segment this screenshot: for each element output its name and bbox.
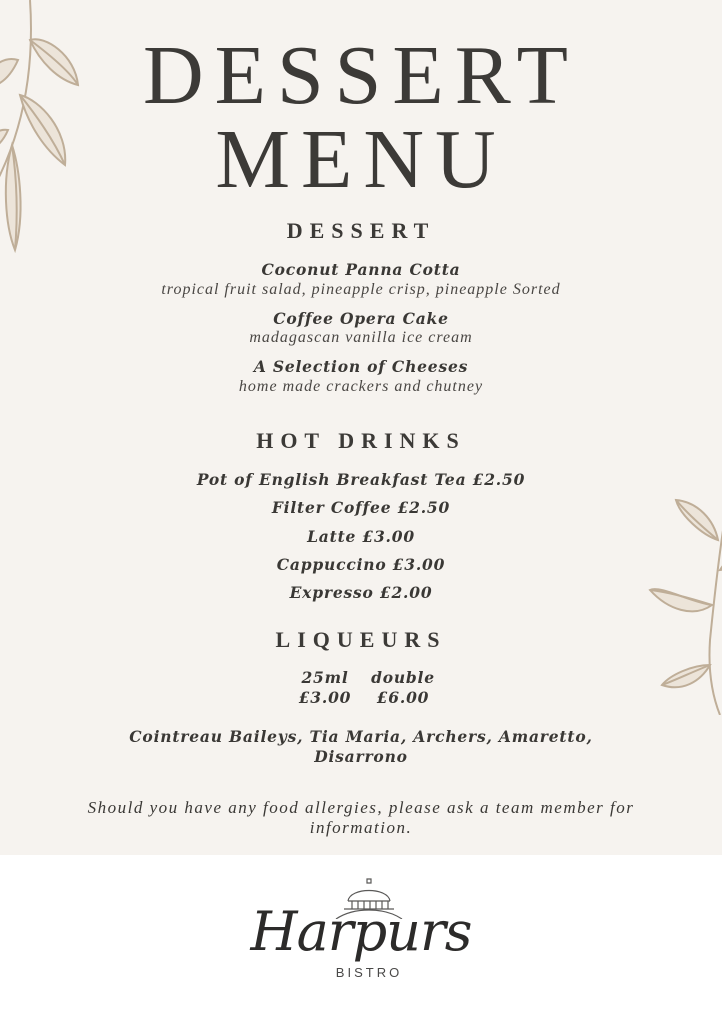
logo-script-text: Harpurs: [250, 900, 472, 963]
logo-subtitle: BISTRO: [335, 965, 403, 980]
liqueur-single-price: £3.00: [298, 688, 352, 707]
dessert-item-name: Coconut Panna Cotta: [261, 260, 461, 279]
hot-drink-item: Filter Coffee £2.50: [271, 498, 451, 517]
liqueur-double-price: £6.00: [376, 688, 430, 707]
dessert-heading: DESSERT: [286, 218, 436, 243]
hot-drink-item: Pot of English Breakfast Tea £2.50: [196, 470, 526, 489]
liqueurs-heading: LIQUEURS: [275, 627, 447, 652]
menu-title-line1: DESSERT: [142, 29, 579, 122]
hot-drinks-heading: HOT DRINKS: [256, 428, 466, 453]
hot-drink-item: Cappuccino £3.00: [276, 555, 446, 574]
allergy-note: Should you have any food allergies, please ask a team member for information.: [87, 798, 635, 837]
dessert-item-description: home made crackers and chutney: [238, 378, 484, 395]
liqueur-double-column: [366, 668, 440, 708]
dessert-item-name: Coffee Opera Cake: [273, 309, 449, 328]
dessert-item-name: A Selection of Cheeses: [253, 357, 469, 376]
liqueur-single-label: 25ml: [301, 668, 349, 687]
hot-drink-item: Latte £3.00: [307, 527, 415, 546]
hot-drink-item: Expresso £2.00: [289, 583, 433, 602]
dessert-item-description: madagascan vanilla ice cream: [249, 329, 473, 346]
menu-title-line2: MENU: [215, 113, 507, 206]
liqueur-list: Cointreau Baileys, Tia Maria, Archers, Amaretto, Disarrono: [129, 727, 593, 766]
dessert-item-description: tropical fruit salad, pineapple crisp, pineapple Sorted: [161, 281, 561, 298]
bistro-logo: [236, 877, 486, 1007]
liqueur-single-column: [288, 668, 362, 708]
liqueur-double-label: double: [371, 668, 435, 687]
footer: [0, 855, 722, 1024]
